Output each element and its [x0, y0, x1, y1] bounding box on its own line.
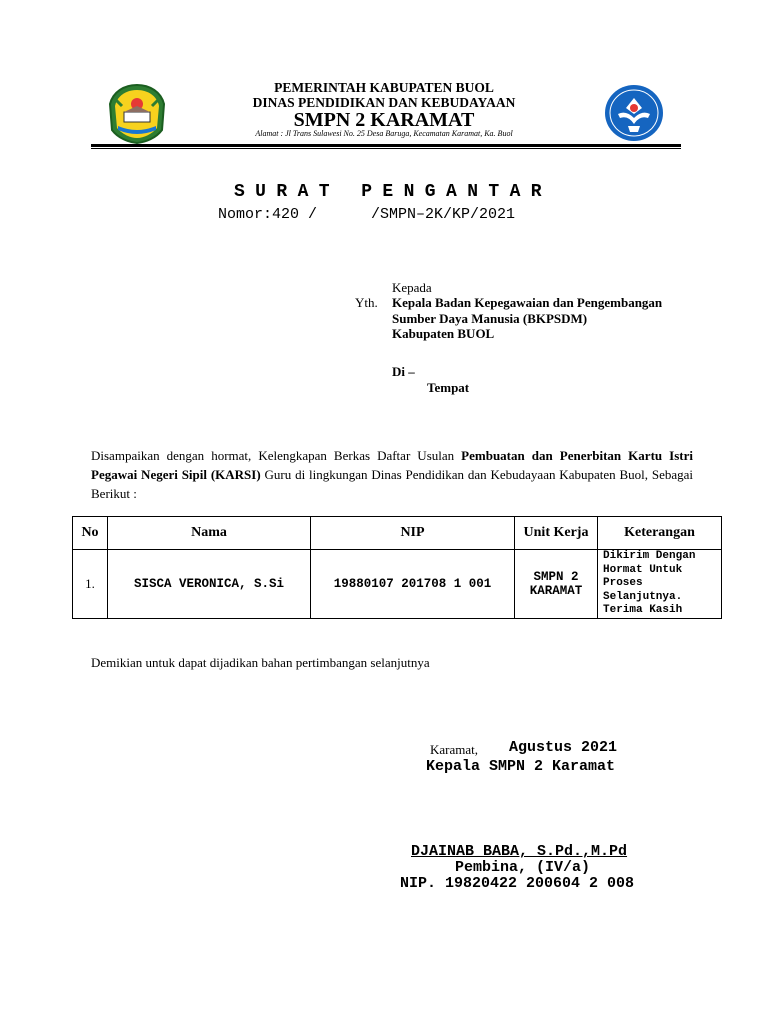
recipient-line-2: Sumber Daya Manusia (BKPSDM): [392, 310, 588, 326]
body-text-1: Disampaikan dengan hormat, Kelengkapan Berkas Daftar Usulan: [91, 448, 462, 463]
employee-table: [72, 516, 722, 619]
cell-nama: SISCA VERONICA, S.Si: [108, 550, 311, 619]
kepada-label: Kepada: [392, 280, 432, 295]
signer-name: DJAINAB BABA, S.Pd.,M.Pd: [411, 843, 628, 860]
recipient-line-1: Kepala Badan Kepegawaian dan Pengembangan: [392, 295, 663, 310]
table-row: [73, 550, 722, 619]
signature-place: Karamat,: [430, 742, 479, 757]
header-nip: NIP: [311, 517, 515, 550]
signature-date: Agustus 2021: [509, 739, 618, 756]
signer-rank: Pembina, (IV/a): [455, 859, 591, 876]
signer-position: Kepala SMPN 2 Karamat: [426, 758, 616, 775]
header-no: No: [73, 517, 108, 550]
letter-number: Nomor:420 / /SMPN–2K/KP/2021: [218, 206, 516, 223]
department-line: DINAS PENDIDIKAN DAN KEBUDAYAAN: [252, 95, 516, 110]
body-text-bold: Pembuatan dan Penerbitan Kartu Istri Pegawai Negeri Sipil (KARSI): [91, 448, 693, 482]
header-rule-thick: [91, 144, 681, 147]
header-rule-thin: [91, 148, 681, 149]
table-header-row: [73, 517, 722, 550]
school-address: Alamat : Jl Trans Sulawesi No. 25 Desa Baruga, Kecamatan Karamat, Ka. Buol: [255, 129, 513, 138]
body-text-2: Guru di lingkungan Dinas Pendidikan dan Kebudayaan Kabupaten Buol, Sebagai Berikut :: [91, 467, 693, 501]
cell-no: 1.: [73, 550, 108, 619]
agency-line: PEMERINTAH KABUPATEN BUOL: [274, 80, 494, 95]
cell-keterangan: Dikirim Dengan Hormat Untuk Proses Selanjutnya. Terima Kasih: [598, 550, 722, 619]
header-nama: Nama: [108, 517, 311, 550]
body-paragraph: [91, 446, 693, 503]
tempat-label: Tempat: [427, 380, 470, 395]
header-unit-kerja: Unit Kerja: [515, 517, 598, 550]
header-keterangan: Keterangan: [598, 517, 722, 550]
school-name: SMPN 2 KARAMAT: [293, 109, 475, 131]
recipient-line-3: Kabupaten BUOL: [392, 326, 495, 341]
di-label: Di –: [392, 364, 415, 379]
closing-sentence: Demikian untuk dapat dijadikan bahan pertimbangan selanjutnya: [91, 655, 430, 670]
signer-nip: NIP. 19820422 200604 2 008: [400, 875, 635, 892]
yth-label: Yth.: [355, 295, 378, 310]
letter-title: SURAT PENGANTAR: [233, 182, 553, 202]
cell-nip: 19880107 201708 1 001: [311, 550, 515, 619]
cell-unit: SMPN 2 KARAMAT: [515, 550, 598, 619]
recipient-block: [392, 295, 662, 342]
